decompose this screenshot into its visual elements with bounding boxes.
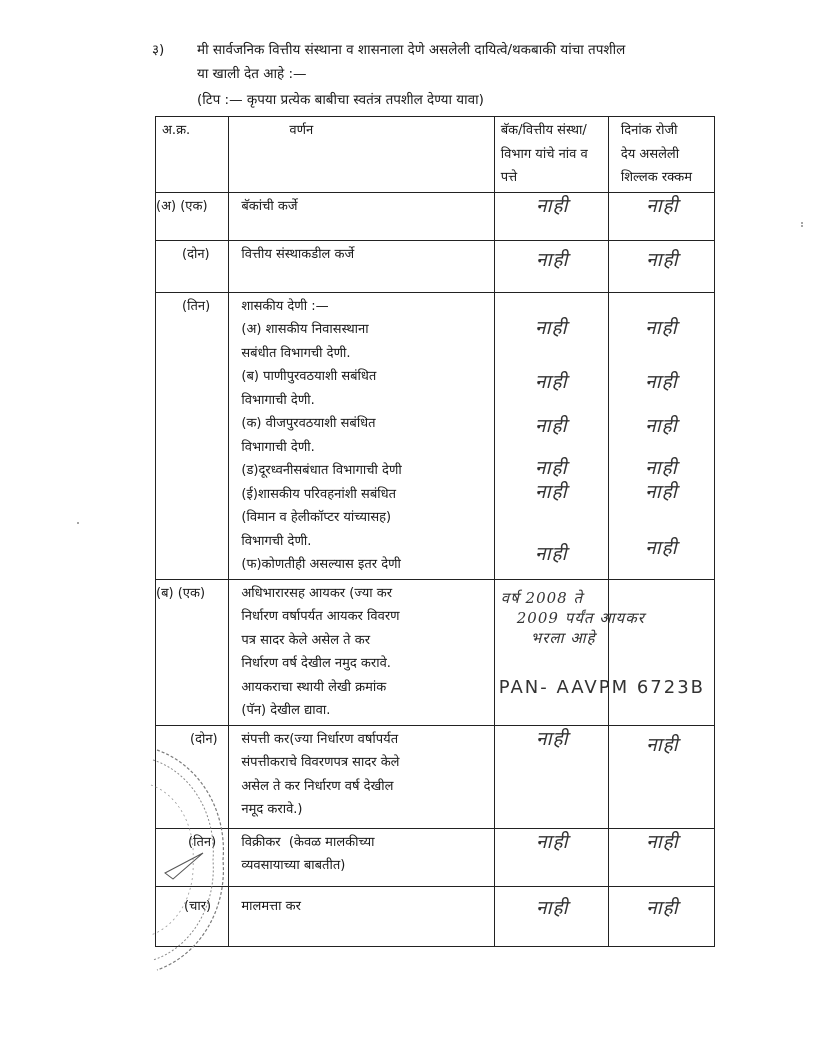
row-description <box>229 240 494 292</box>
row-serial <box>156 579 229 725</box>
serial-text: (दोन) <box>182 246 210 262</box>
description-line: सबंधीत विभागची देणी. <box>241 345 351 361</box>
intro-line-2: या खाली देत आहे :— <box>197 66 307 82</box>
description-line: व्यवसायाच्या बाबतीत) <box>241 858 346 873</box>
handwritten-value: नाही <box>645 316 678 339</box>
header-description-text: वर्णन <box>289 123 314 138</box>
row-amount <box>608 192 714 240</box>
row-amount <box>608 886 714 946</box>
row-description <box>229 192 494 240</box>
description-line: (ड)दूरध्वनीसबंधात विभागाची देणी <box>241 463 402 478</box>
description-line: (पॅन) देखील द्यावा. <box>241 703 331 718</box>
handwritten-value: नाही <box>535 480 568 503</box>
handwritten-value: नाही <box>646 248 679 271</box>
handwritten-value: नाही <box>535 414 568 437</box>
serial-text: (चार) <box>184 898 212 914</box>
description-line: पत्र सादर केले असेल ते कर <box>241 632 371 648</box>
serial-text: (अ) (एक) <box>156 198 208 214</box>
description-line: विक्रीकर (केवळ मालकीच्या <box>241 834 375 850</box>
row-institution <box>494 579 706 725</box>
handwritten-value: नाही <box>536 194 569 217</box>
description-line: (ब) पाणीपुरवठयाशी सबंधित <box>241 369 377 384</box>
row-description <box>229 886 494 946</box>
row-serial <box>156 240 229 292</box>
liabilities-table <box>155 116 715 947</box>
row-serial <box>156 192 229 240</box>
handwritten-value: नाही <box>535 542 568 565</box>
handwritten-value: नाही <box>536 830 569 853</box>
handwritten-value: नाही <box>536 896 569 919</box>
header-institution <box>494 117 608 193</box>
row-serial <box>156 292 229 579</box>
handwritten-line: वर्ष 2008 ते <box>500 588 584 607</box>
header-institution-line: पत्ते <box>500 170 518 185</box>
description-line: संपत्तीकराचे विवरणपत्र सादर केले <box>241 755 400 770</box>
description-line: विभागची देणी. <box>241 533 312 549</box>
row-institution <box>494 725 608 828</box>
intro-note: (टिप :— कृपया प्रत्येक बाबीचा स्वतंत्र तपशील देण्या यावा) <box>197 92 484 108</box>
speck-mark <box>801 225 803 227</box>
serial-text: (तिन) <box>188 834 217 850</box>
header-description <box>229 117 494 193</box>
description-line: (विमान व हेलीकॉप्टर यांच्यासह) <box>241 510 392 525</box>
header-institution-line: बॅक/वित्तीय संस्था/ <box>500 123 587 138</box>
description-line: विभागाची देणी. <box>241 439 315 455</box>
description-line: निर्धारण वर्षापर्यत आयकर विवरण <box>241 609 400 624</box>
table-row <box>156 292 715 579</box>
description-text: मालमत्ता कर <box>241 898 301 914</box>
handwritten-value: नाही <box>536 248 569 271</box>
handwritten-value: नाही <box>646 896 679 919</box>
description-line: (ई)शासकीय परिवहनांशी सबंधित <box>241 486 397 502</box>
row-description <box>229 579 494 725</box>
pan-number: PAN- AAVPM 6723B <box>498 676 706 698</box>
handwritten-value: नाही <box>645 370 678 393</box>
description-line: निर्धारण वर्ष देखील नमुद करावे. <box>241 656 391 671</box>
handwritten-value: नाही <box>535 316 568 339</box>
row-description <box>229 725 494 828</box>
row-institution <box>494 240 608 292</box>
description-text: बॅकांची कर्जे <box>241 198 298 214</box>
speck-mark <box>77 522 79 524</box>
handwritten-value: नाही <box>645 456 678 479</box>
row-institution <box>494 192 608 240</box>
row-amount <box>608 240 714 292</box>
handwritten-value: नाही <box>646 194 679 217</box>
description-line: (फ)कोणतीही असल्यास इतर देणी <box>241 557 401 572</box>
handwritten-value: नाही <box>646 830 679 853</box>
header-amount-line: शिल्लक रक्कम <box>620 170 692 185</box>
handwritten-value: नाही <box>645 480 678 503</box>
table-row <box>156 725 715 828</box>
table-row <box>156 579 715 725</box>
handwritten-value: नाही <box>535 456 568 479</box>
table-row <box>156 192 715 240</box>
handwritten-value: नाही <box>645 536 678 559</box>
row-serial <box>156 828 229 886</box>
row-amount <box>608 725 714 828</box>
table-row <box>156 886 715 946</box>
row-serial <box>156 725 229 828</box>
table-row <box>156 828 715 886</box>
row-description <box>229 292 494 579</box>
description-line: शासकीय देणी :— <box>241 298 329 314</box>
description-line: संपत्ती कर(ज्या निर्धारण वर्षापर्यत <box>241 731 399 747</box>
table-row <box>156 240 715 292</box>
handwritten-value: नाही <box>645 414 678 437</box>
row-amount <box>608 292 714 579</box>
description-line: अधिभारारसह आयकर (ज्या कर <box>241 585 393 601</box>
header-institution-line: विभाग यांचे नांव व <box>500 146 588 162</box>
description-line: नमूद करावे.) <box>241 802 303 817</box>
row-institution <box>494 828 608 886</box>
handwritten-line: भरला आहे <box>530 628 596 647</box>
handwritten-value: नाही <box>536 727 569 750</box>
description-text: वित्तीय संस्थाकडील कर्जे <box>241 246 355 262</box>
serial-text: (ब) (एक) <box>156 585 206 601</box>
serial-text: (दोन) <box>190 731 218 747</box>
description-line: विभागाची देणी. <box>241 392 315 408</box>
row-institution <box>494 886 608 946</box>
speck-mark <box>801 222 803 224</box>
header-serial-text: अ.क्र. <box>162 123 191 138</box>
intro-line-1: मी सार्वजनिक वित्तीय संस्थाना व शासनाला देणे असलेली दायित्वे/थकबाकी यांचा तपशील <box>197 42 626 58</box>
table-header-row <box>156 117 715 193</box>
header-serial <box>156 117 229 193</box>
handwritten-value: नाही <box>646 733 679 756</box>
row-description <box>229 828 494 886</box>
row-institution <box>494 292 608 579</box>
row-amount <box>608 828 714 886</box>
description-line: असेल ते कर निर्धारण वर्ष देखील <box>241 778 394 794</box>
description-line: आयकराचा स्थायी लेखी क्रमांक <box>241 679 387 695</box>
header-amount-line: दिनांक रोजी <box>620 123 678 138</box>
header-amount <box>608 117 714 193</box>
row-serial <box>156 886 229 946</box>
description-line: (क) वीजपुरवठयाशी सबंधित <box>241 416 376 431</box>
handwritten-value: नाही <box>535 370 568 393</box>
section-number: ३) <box>152 42 165 58</box>
description-line: (अ) शासकीय निवासस्थाना <box>241 322 369 337</box>
handwritten-line: 2009 पर्यंत आयकर <box>516 608 645 627</box>
serial-text: (तिन) <box>182 298 211 314</box>
header-amount-line: देय असलेली <box>620 146 680 162</box>
income-tax-note <box>501 588 731 648</box>
